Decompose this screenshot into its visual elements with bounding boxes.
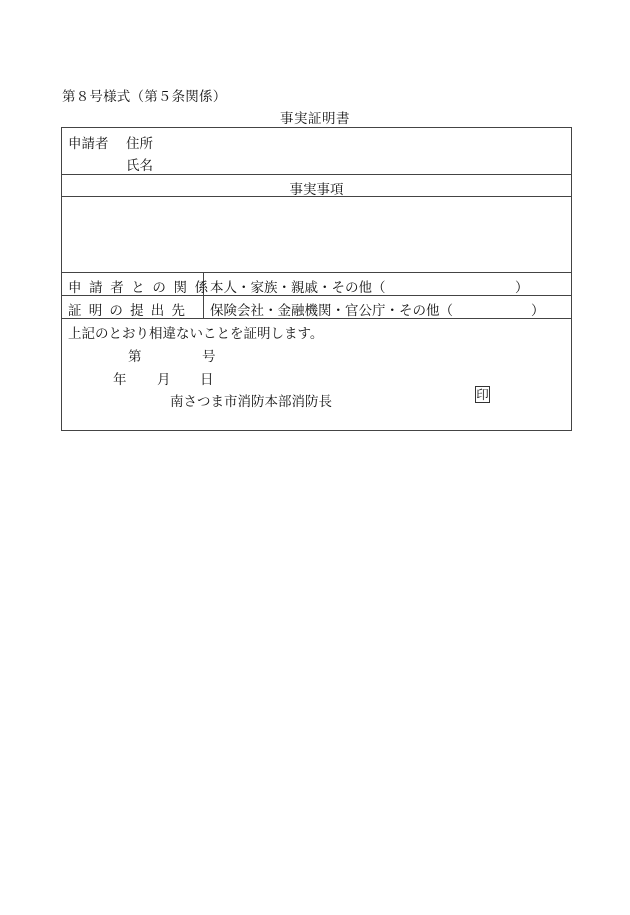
submit-to-options: 保険会社・金融機関・官公庁・その他（ xyxy=(210,303,453,319)
facts-content-area[interactable] xyxy=(62,197,571,272)
relation-options: 本人・家族・親戚・その他（ xyxy=(210,280,386,296)
facts-header: 事実事項 xyxy=(289,182,344,198)
date-month: 月 xyxy=(157,372,171,388)
submit-to-close-paren: ） xyxy=(531,303,545,319)
name-label: 氏名 xyxy=(126,158,153,174)
date-day: 日 xyxy=(200,372,214,388)
certify-statement: 上記のとおり相違ないことを証明します。 xyxy=(68,326,324,342)
issuer-name: 南さつま市消防本部消防長 xyxy=(170,394,332,410)
number-suffix: 号 xyxy=(202,349,216,365)
applicant-label: 申請者 xyxy=(68,136,109,152)
document-title: 事実証明書 xyxy=(280,111,350,127)
address-label: 住所 xyxy=(126,136,153,152)
seal-label: 印 xyxy=(476,387,489,402)
certificate-table xyxy=(61,127,572,431)
form-number-label: 第８号様式（第５条関係） xyxy=(62,89,227,105)
row-divider xyxy=(62,174,571,175)
date-year: 年 xyxy=(113,372,127,388)
submit-to-label: 証明の提出先 xyxy=(68,303,193,319)
number-prefix: 第 xyxy=(128,349,142,365)
relation-close-paren: ） xyxy=(515,280,529,296)
relation-label: 申請者との関係 xyxy=(68,280,216,296)
row-divider xyxy=(62,272,571,273)
seal-mark xyxy=(475,386,490,403)
